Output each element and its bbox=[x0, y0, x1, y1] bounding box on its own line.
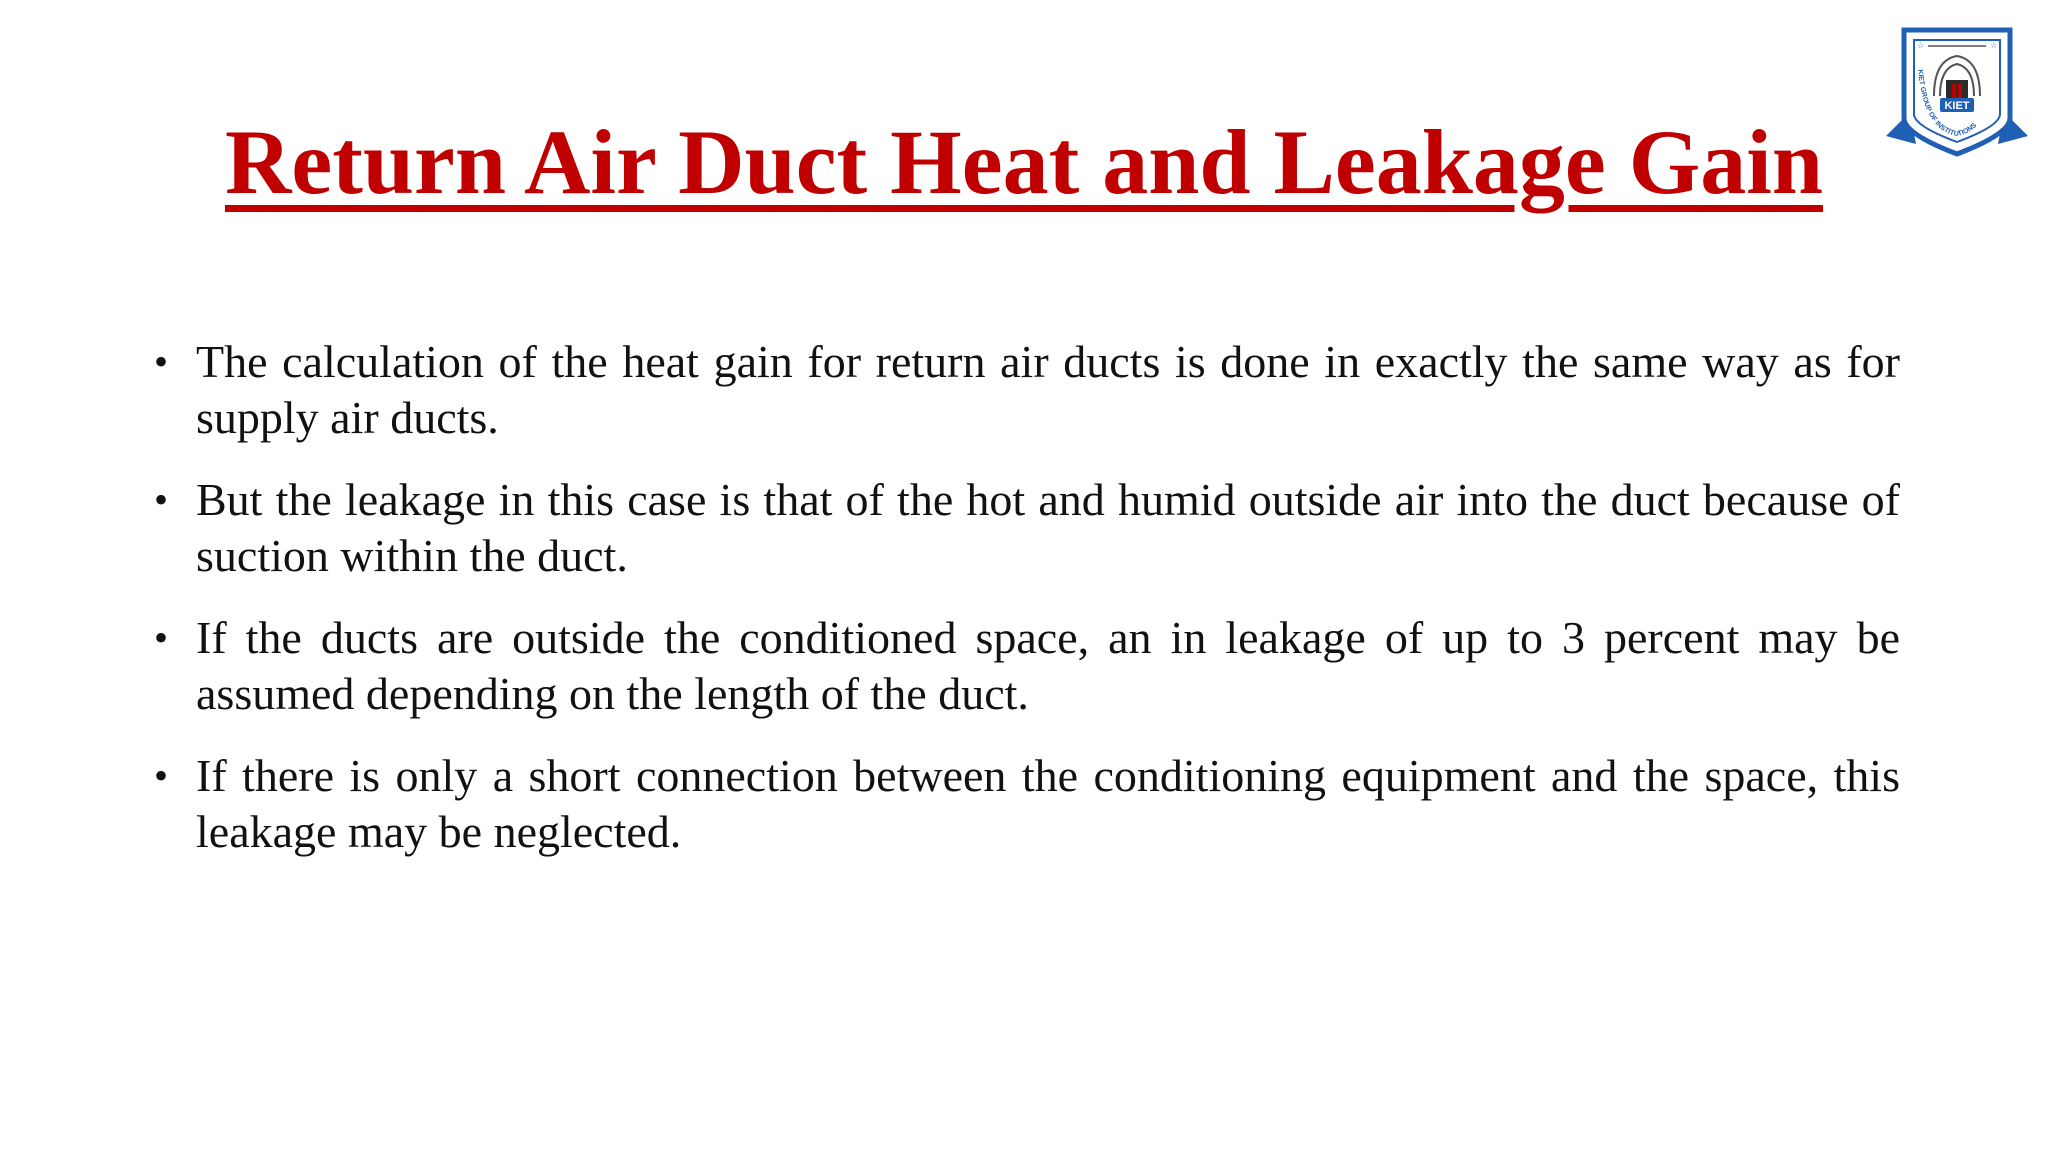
bullet-dot-icon: • bbox=[154, 477, 169, 522]
bullet-text: If the ducts are outside the conditioned space, an in leakage of up to 3 percent may be assumed depending on the length of the duct. bbox=[196, 612, 1900, 719]
bullet-dot-icon: • bbox=[154, 753, 169, 798]
svg-text:☆: ☆ bbox=[1917, 41, 1925, 50]
bullet-text: The calculation of the heat gain for return air ducts is done in exactly the same way as for supply air ducts. bbox=[196, 336, 1900, 443]
svg-text:☆: ☆ bbox=[1990, 41, 1998, 50]
bullet-dot-icon: • bbox=[154, 339, 169, 384]
bullet-item bbox=[148, 334, 1900, 446]
svg-text:KIET GROUP OF INSTITUTIONS: KIET GROUP OF INSTITUTIONS bbox=[1916, 69, 1979, 139]
slide-title: Return Air Duct Heat and Leakage Gain bbox=[224, 111, 1824, 213]
bullet-item bbox=[148, 610, 1900, 722]
bullet-dot-icon: • bbox=[154, 615, 169, 660]
bullet-item bbox=[148, 748, 1900, 860]
bullet-item bbox=[148, 472, 1900, 584]
bullet-text: If there is only a short connection between the conditioning equipment and the space, this leakage may be neglected. bbox=[196, 750, 1900, 857]
bullet-list bbox=[148, 334, 1900, 886]
svg-text:KIET: KIET bbox=[1944, 100, 1970, 112]
kiet-logo-icon bbox=[1882, 26, 2032, 168]
bullet-text: But the leakage in this case is that of the hot and humid outside air into the duct because of suction within the duct. bbox=[196, 474, 1900, 581]
